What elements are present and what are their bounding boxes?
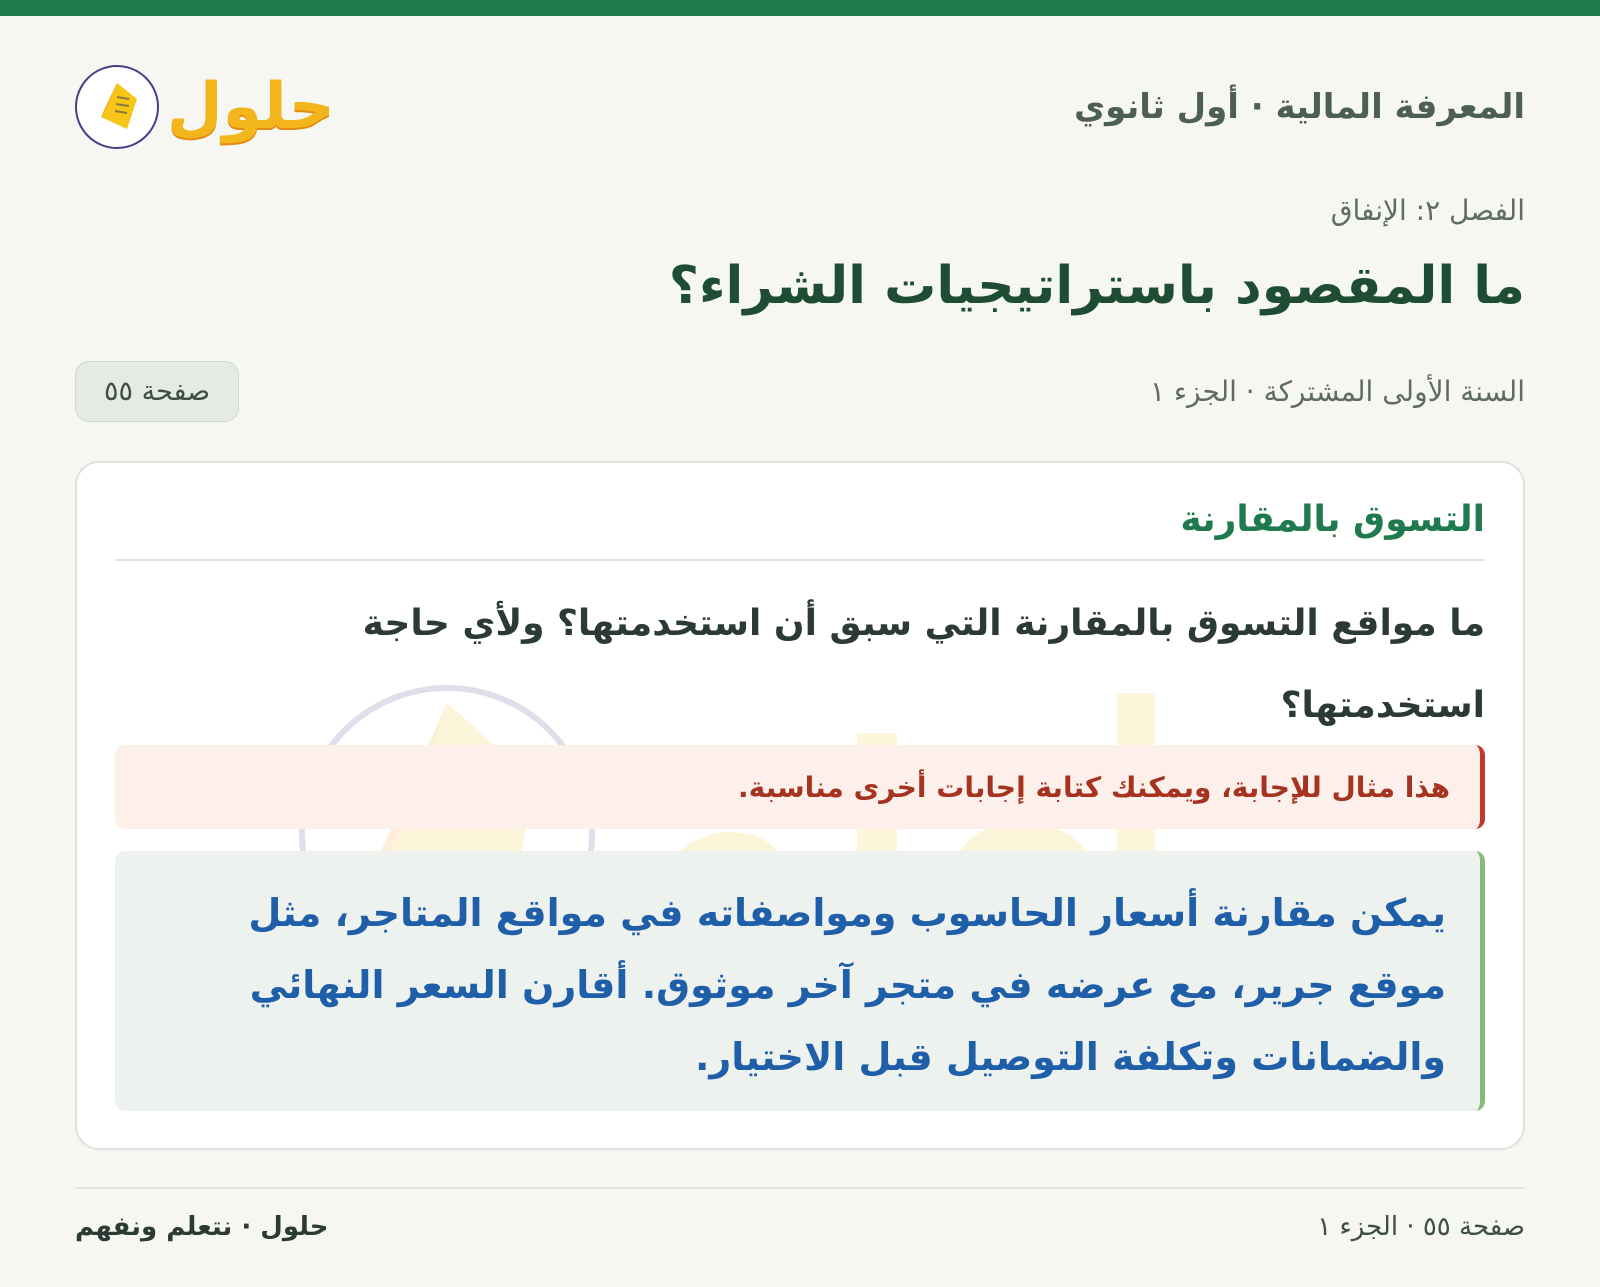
book-icon — [75, 65, 159, 149]
book-info: السنة الأولى المشتركة · الجزء ١ — [1149, 374, 1525, 408]
section-title: التسوق بالمقارنة — [1180, 499, 1485, 540]
footer-brand: حلول · نتعلم ونفهم — [75, 1212, 329, 1242]
note-text: هذا مثال للإجابة، ويمكنك كتابة إجابات أخرى مناسبة. — [738, 770, 1450, 804]
hulul-logo[interactable] — [75, 65, 335, 149]
subject-title: المعرفة المالية · أول ثانوي — [1073, 87, 1525, 127]
logo-wordmark: حلول — [167, 70, 335, 144]
answer-card — [75, 461, 1525, 1150]
page-badge: صفحة ٥٥ — [75, 361, 239, 422]
answer-note — [115, 745, 1485, 829]
header — [75, 52, 1525, 162]
meta-row — [75, 358, 1525, 424]
section-divider — [115, 559, 1485, 561]
answer-text: يمكن مقارنة أسعار الحاسوب ومواصفاته في مواقع المتاجر، مثل موقع جرير، مع عرضه في متجر آخر موثوق. أقارن السعر النهائي والضمانات وتكلفة التوصيل قبل الاختيار. — [248, 891, 1446, 1079]
footer-divider — [75, 1187, 1525, 1189]
answer-box — [115, 851, 1485, 1111]
chapter-label: الفصل ٢: الإنفاق — [1330, 194, 1525, 227]
footer-page-info: صفحة ٥٥ · الجزء ١ — [1317, 1212, 1525, 1242]
footer — [75, 1212, 1525, 1242]
question-text: ما مواقع التسوق بالمقارنة التي سبق أن استخدمتها؟ ولأي حاجة استخدمتها؟ — [362, 603, 1485, 726]
top-accent-bar — [0, 0, 1600, 16]
page-title: ما المقصود باستراتيجيات الشراء؟ — [668, 256, 1525, 316]
